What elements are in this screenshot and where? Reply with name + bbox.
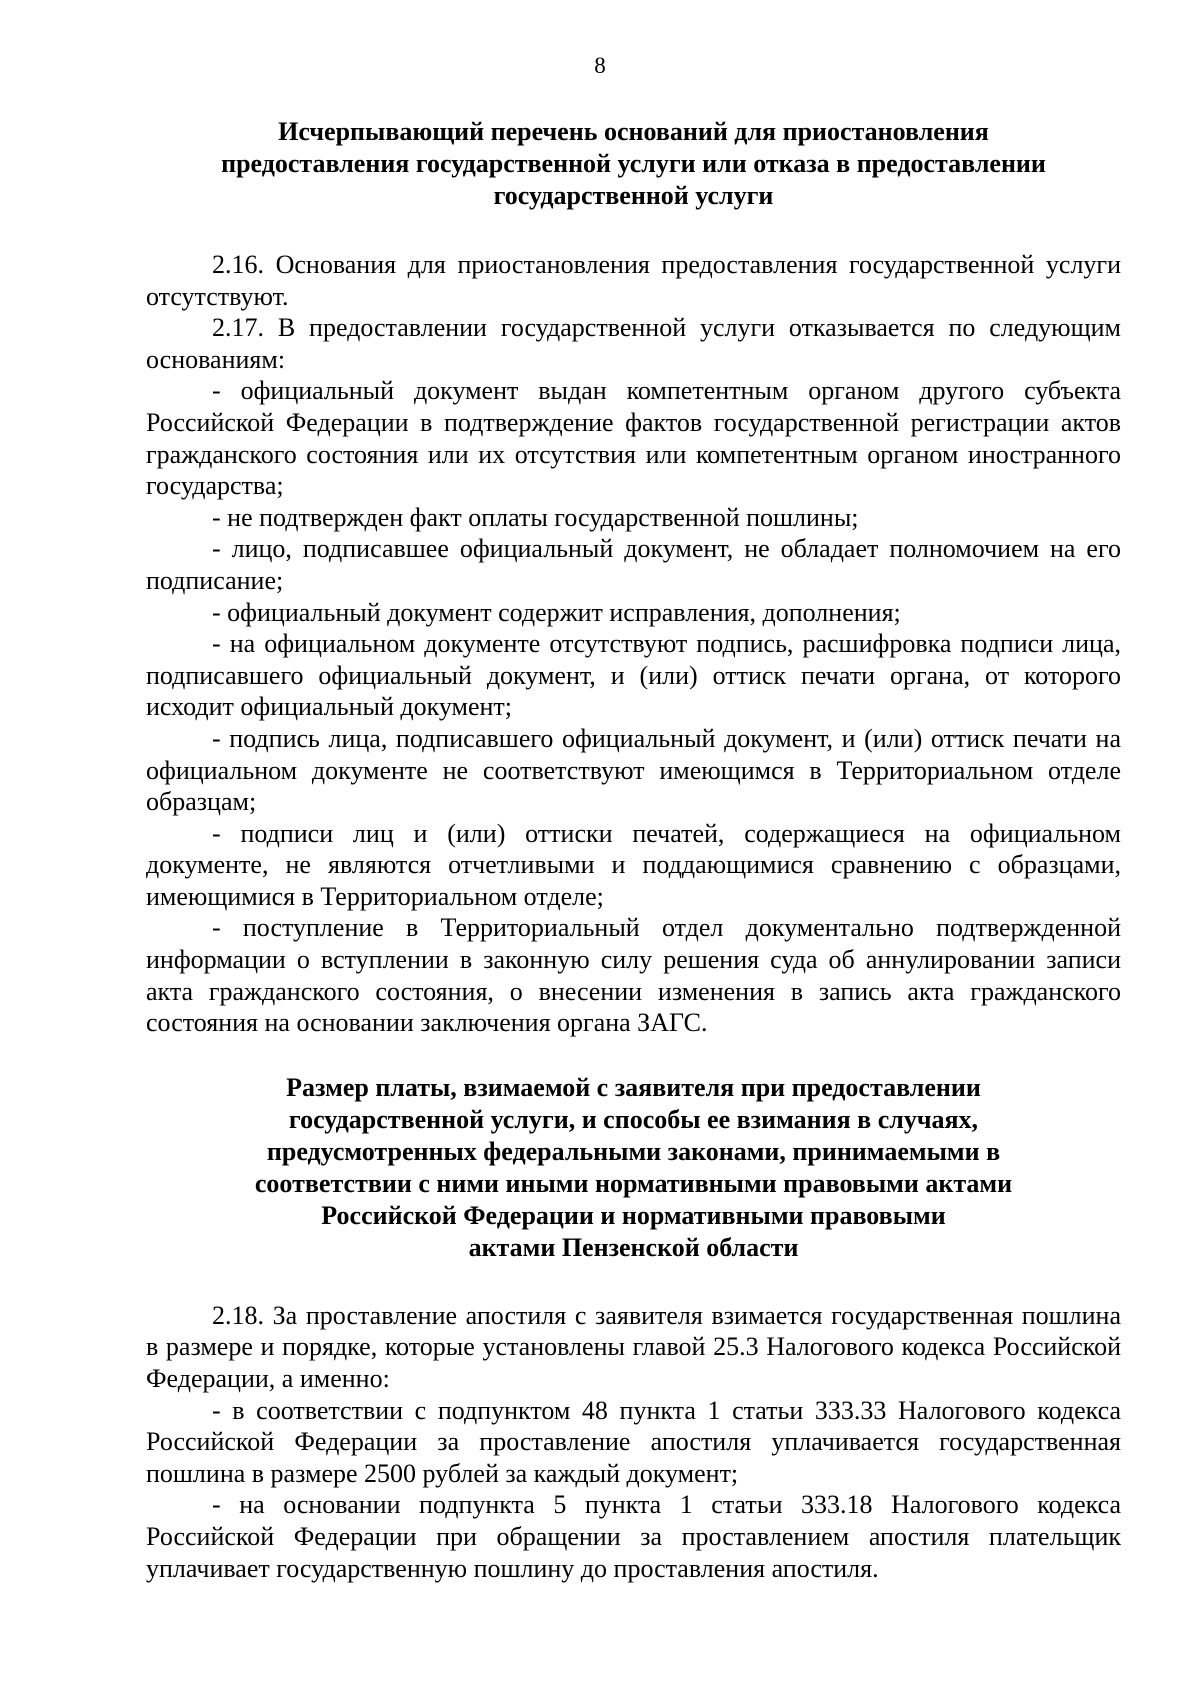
section-heading-fee [146, 1072, 1121, 1264]
section-heading-refusal-grounds [146, 116, 1121, 212]
list-item: - официальный документ содержит исправления, дополнения; [212, 597, 901, 627]
page-number: 8 [594, 53, 606, 78]
heading-line: предоставления государственной услуги или отказа в предоставлении [221, 149, 1046, 178]
spacer [146, 212, 1121, 249]
heading-line: государственной услуги [493, 181, 774, 210]
paragraph-2-17: 2.17. В предоставлении государственной услуги отказывается по следующим основаниям: [146, 313, 1121, 374]
list-item: - лицо, подписавшее официальный документ, не обладает полномочием на его подписание; [146, 534, 1121, 595]
list-item: - официальный документ выдан компетентным органом другого субъекта Российской Федерации в подтверждение фактов государственной регистрации актов гражданского состояния или их отсутствия или компетентным органом иностранного государства; [146, 376, 1121, 501]
list-item: - на основании подпункта 5 пункта 1 статьи 333.18 Налогового кодекса Российской Федерации при обращении за проставлением апостиля плательщик уплачивает государственную пошлину до проставления апостиля. [146, 1490, 1121, 1583]
heading-line: предусмотренных федеральными законами, принимаемыми в [266, 1136, 1001, 1166]
paragraph-2-16: 2.16. Основания для приостановления предоставления государственной услуги отсутствуют. [146, 250, 1121, 311]
page-content [146, 116, 1121, 1584]
heading-line: соответствии с ними иными нормативными правовыми актами [254, 1168, 1013, 1198]
list-item: - на официальном документе отсутствуют подпись, расшифровка подписи лица, подписавшего официальный документ, и (или) оттиск печати органа, от которого исходит официальный документ; [146, 629, 1121, 722]
spacer [146, 1039, 1121, 1072]
spacer [146, 1264, 1121, 1300]
list-item: - поступление в Территориальный отдел документально подтвержденной информации о вступлении в законную силу решения суда об аннулировании записи акта гражданского состояния, о внесении изменения в запись акта гражданского состояния на основании заключения органа ЗАГС. [146, 913, 1121, 1038]
heading-line: государственной услуги, и способы ее взимания в случаях, [288, 1104, 979, 1134]
list-item: - не подтвержден факт оплаты государственной пошлины; [212, 502, 859, 532]
heading-line: актами Пензенской области [468, 1232, 799, 1262]
heading-line: Российской Федерации и нормативными правовыми [321, 1200, 946, 1230]
heading-line: Исчерпывающий перечень оснований для приостановления [278, 117, 989, 146]
list-item: - в соответствии с подпунктом 48 пункта 1 статьи 333.33 Налогового кодекса Российской Федерации за проставление апостиля уплачивается государственная пошлина в размере 2500 рублей за каждый документ; [146, 1395, 1121, 1488]
list-item: - подписи лиц и (или) оттиски печатей, содержащиеся на официальном документе, не являются отчетливыми и поддающимися сравнению с образцами, имеющимися в Территориальном отделе; [146, 818, 1121, 911]
list-item: - подпись лица, подписавшего официальный документ, и (или) оттиск печати на официальном документе не соответствуют имеющимся в Территориальном отделе образцам; [146, 723, 1121, 817]
heading-line: Размер платы, взимаемой с заявителя при предоставлении [286, 1072, 981, 1102]
paragraph-2-18: 2.18. За проставление апостиля с заявителя взимается государственная пошлина в размере и порядке, которые установлены главой 25.3 Налогового кодекса Российской Федерации, а именно: [146, 1300, 1121, 1394]
